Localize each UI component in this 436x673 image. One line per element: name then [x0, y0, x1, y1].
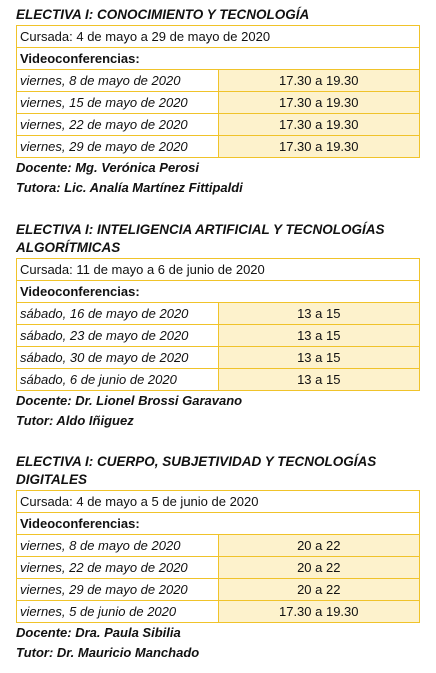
session-row [17, 325, 420, 347]
videoconferencias-header-row [17, 48, 420, 70]
session-date: viernes, 5 de junio de 2020 [17, 601, 219, 623]
session-date: sábado, 30 de mayo de 2020 [17, 347, 219, 369]
videoconferencias-label: Videoconferencias: [17, 281, 420, 303]
course-title-line-2: DIGITALES [16, 472, 88, 487]
session-row [17, 136, 420, 158]
session-time: 20 a 22 [218, 579, 420, 601]
session-time: 17.30 a 19.30 [218, 70, 420, 92]
session-date: viernes, 29 de mayo de 2020 [17, 136, 219, 158]
schedule-table [16, 258, 420, 391]
session-time: 20 a 22 [218, 535, 420, 557]
session-time: 17.30 a 19.30 [218, 601, 420, 623]
videoconferencias-label: Videoconferencias: [17, 48, 420, 70]
tutor-text: Tutora: Lic. Analía Martínez Fittipaldi [16, 180, 243, 195]
session-row [17, 369, 420, 391]
session-row [17, 114, 420, 136]
videoconferencias-label: Videoconferencias: [17, 513, 420, 535]
session-time: 17.30 a 19.30 [218, 114, 420, 136]
docente-text: Docente: Dra. Paula Sibilia [16, 625, 181, 640]
course-title-line-2: ALGORÍTMICAS [16, 240, 121, 255]
session-date: viernes, 8 de mayo de 2020 [17, 70, 219, 92]
docente-text: Docente: Mg. Verónica Perosi [16, 160, 200, 175]
session-date: sábado, 16 de mayo de 2020 [17, 303, 219, 325]
cursada-row [17, 26, 420, 48]
session-row [17, 303, 420, 325]
course-section-inteligencia-artificial [16, 221, 420, 431]
session-time: 17.30 a 19.30 [218, 136, 420, 158]
session-row [17, 601, 420, 623]
session-time: 13 a 15 [218, 325, 420, 347]
session-row [17, 535, 420, 557]
session-date: viernes, 22 de mayo de 2020 [17, 114, 219, 136]
session-date: sábado, 23 de mayo de 2020 [17, 325, 219, 347]
cursada-row [17, 491, 420, 513]
session-date: viernes, 22 de mayo de 2020 [17, 557, 219, 579]
session-date: viernes, 8 de mayo de 2020 [17, 535, 219, 557]
cursada-text: Cursada: 4 de mayo a 29 de mayo de 2020 [17, 26, 420, 48]
videoconferencias-header-row [17, 281, 420, 303]
cursada-text: Cursada: 4 de mayo a 5 de junio de 2020 [17, 491, 420, 513]
course-title: ELECTIVA I: CONOCIMIENTO Y TECNOLOGÍA [16, 7, 310, 22]
schedule-table [16, 25, 420, 158]
session-date: viernes, 29 de mayo de 2020 [17, 579, 219, 601]
session-row [17, 557, 420, 579]
session-date: viernes, 15 de mayo de 2020 [17, 92, 219, 114]
session-time: 17.30 a 19.30 [218, 92, 420, 114]
session-time: 13 a 15 [218, 303, 420, 325]
course-title-line-1: ELECTIVA I: CUERPO, SUBJETIVIDAD Y TECNOLOGÍAS [16, 454, 377, 469]
course-section-conocimiento [16, 6, 420, 198]
tutor-text: Tutor: Aldo Iñiguez [16, 413, 134, 428]
session-row [17, 70, 420, 92]
session-date: sábado, 6 de junio de 2020 [17, 369, 219, 391]
schedule-table [16, 490, 420, 623]
tutor-text: Tutor: Dr. Mauricio Manchado [16, 645, 200, 660]
session-time: 13 a 15 [218, 347, 420, 369]
course-section-cuerpo-subjetividad [16, 453, 420, 663]
session-time: 20 a 22 [218, 557, 420, 579]
session-row [17, 92, 420, 114]
cursada-row [17, 259, 420, 281]
session-row [17, 347, 420, 369]
cursada-text: Cursada: 11 de mayo a 6 de junio de 2020 [17, 259, 420, 281]
course-title-line-1: ELECTIVA I: INTELIGENCIA ARTIFICIAL Y TECNOLOGÍAS [16, 222, 385, 237]
session-row [17, 579, 420, 601]
session-time: 13 a 15 [218, 369, 420, 391]
videoconferencias-header-row [17, 513, 420, 535]
docente-text: Docente: Dr. Lionel Brossi Garavano [16, 393, 243, 408]
